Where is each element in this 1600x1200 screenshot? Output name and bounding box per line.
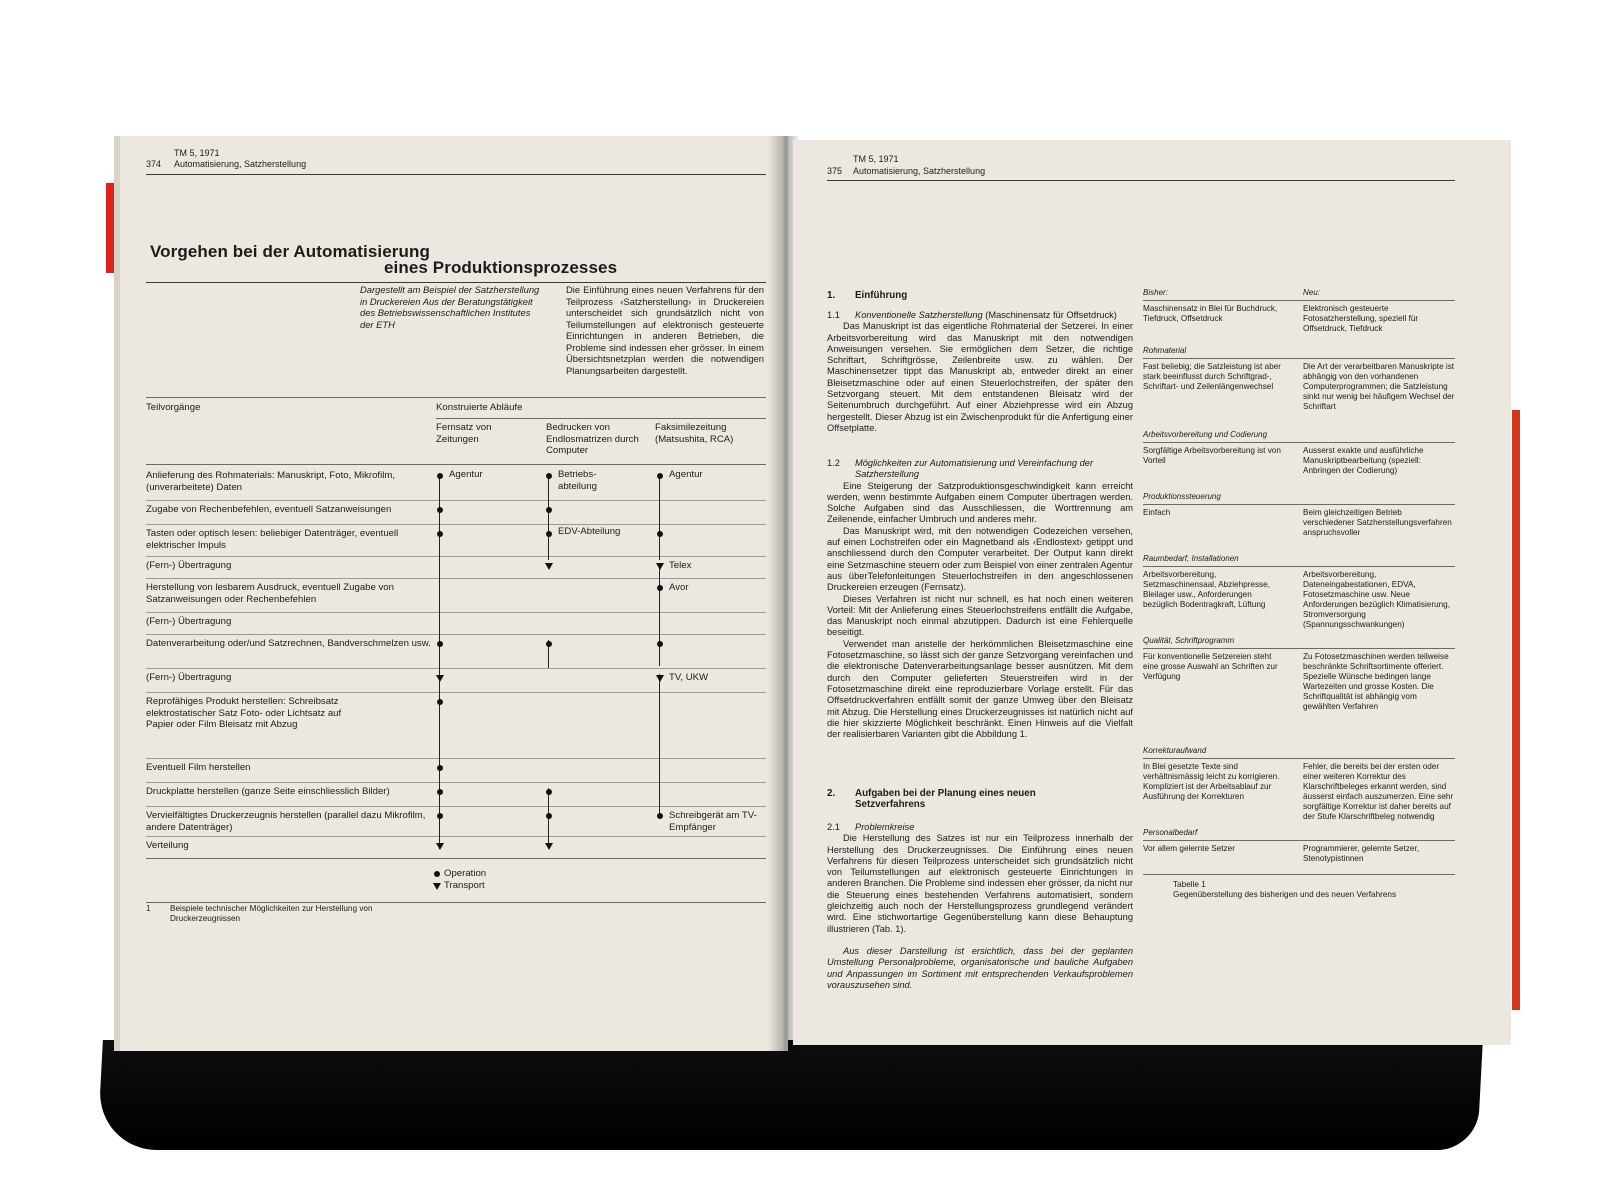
left-page-number: 374: [146, 159, 162, 169]
table-new-cell: Ausserst exakte und ausführliche Manuskriptbearbeitung (speziell: Anbringen der Codierung): [1303, 446, 1424, 475]
operation-dot: [437, 813, 443, 819]
legend-triangle: [433, 883, 441, 890]
operation-dot: [546, 531, 552, 537]
flow-line-c-3: [659, 674, 660, 814]
operation-dot: [546, 473, 552, 479]
label-avor-c: Avor: [669, 582, 689, 593]
left-journal: TM 5, 1971: [174, 148, 220, 158]
task-row-1: Anlieferung des Rohmaterials: Manuskript, Foto, Mikrofilm, (unverarbeitete) Daten: [146, 470, 395, 493]
transport-arrow: [545, 843, 553, 850]
operation-dot: [657, 473, 663, 479]
table-old-cell: Für konventionelle Setzereien steht eine grosse Auswahl an Schriften zur Verfügung: [1143, 652, 1278, 681]
s12-p4: Verwendet man anstelle der herkömmlichen Bleisetzmaschine eine Fotosetzmaschine, so lässt sich der ganze Setzvorgang vereinfachen und die elektronische Datenverarbeitungsanlage besser ausnützen. Mit dem durch den Computer gelieferten Steuerstreifen wird in der Fotosetzmaschine direkt eine reproduzierbare Vorlage erstellt. Für das Offsetdruckverfahren entfällt somit der ganze Umweg über den Bleisatz mit Abzug. Die Herstellung eines Druckerzeugnisses ist natürlich nicht auf die hier skizzierte Möglichkeit beschränkt. Einen Hinweis auf die Vielfalt der realisierbaren Varianten gibt die Abbildung 1.: [827, 638, 1133, 740]
row-rule: [146, 612, 766, 613]
s2-title: Aufgaben bei der Planung eines neuen Setzverfahrens: [855, 788, 1036, 810]
cover-edge-right: [1512, 410, 1520, 1010]
category-rule: [1143, 840, 1455, 841]
table-category: Qualität, Schriftprogramm: [1143, 636, 1235, 645]
row-rule: [146, 782, 766, 783]
left-running-head: Automatisierung, Satzherstellung: [174, 159, 307, 169]
s12-p3: Dieses Verfahren ist nicht nur schnell, es hat noch einen weiteren Vorteil: Mit der Anlieferung eines Steuerlochstreifens entfällt die Aufgabe, das Manuskript noch einmal abzutippen. Dadurch ist eine Fehlerquelle beseitigt.: [827, 593, 1133, 638]
legend-transport: Transport: [444, 880, 485, 891]
s2-number: 2.: [827, 788, 836, 799]
right-page: [793, 140, 1511, 1045]
s21-number: 2.1: [827, 822, 840, 832]
right-journal: TM 5, 1971: [853, 154, 899, 164]
s12-title: Möglichkeiten zur Automatisierung und Vereinfachung der Satzherstellung: [855, 458, 1094, 480]
table-new-cell: Fehler, die bereits bei der ersten oder einer weiteren Korrektur des Klarschriftbeleges erkannt werden, sind äusserst einfach auszumerzen. Eine sehr sorgfältige Korrektur ist daher bereits auf der Stufe Klarschriftbeleg notwendig: [1303, 762, 1454, 821]
s21-title: Problemkreise: [855, 822, 915, 832]
table-head-old: Bisher:: [1143, 288, 1168, 297]
col-b-header: Bedrucken von Endlosmatrizen durch Computer: [546, 422, 639, 456]
label-agentur-a: Agentur: [449, 469, 483, 480]
col-tasks-header: Teilvorgänge: [146, 402, 201, 413]
table-category: Rohmaterial: [1143, 346, 1187, 355]
figure-number: 1: [146, 904, 151, 913]
task-row-12: Vervielfältigtes Druckerzeugnis herstellen (parallel dazu Mikrofilm, andere Datenträger): [146, 810, 426, 833]
book-shadow: [97, 1040, 1483, 1150]
col-c-header: Faksimilezeitung (Matsushita, RCA): [655, 422, 734, 445]
diagram-head-rule: [146, 464, 766, 465]
task-row-7: Datenverarbeitung oder/und Satzrechnen, Bandverschmelzen usw.: [146, 638, 431, 649]
category-rule: [1143, 648, 1455, 649]
legend-operation: Operation: [444, 868, 487, 879]
table-category: Arbeitsvorbereitung und Codierung: [1143, 430, 1268, 439]
diagram-top-rule: [146, 397, 766, 398]
flows-rule: [436, 418, 766, 419]
table-new-cell: Elektronisch gesteuerte Fotosatzherstellung, speziell für Offsetdruck, Tiefdruck: [1303, 304, 1419, 333]
table-new-cell: Beim gleichzeitigen Betrieb verschiedener Satzherstellungsverfahren anspruchsvoller: [1303, 508, 1452, 537]
figure-caption: Beispiele technischer Möglichkeiten zur Herstellung von Druckerzeugnissen: [170, 904, 373, 923]
table-old-cell: In Blei gesetzte Texte sind verhältnismässig leicht zu korrigieren. Kompliziert ist der Arbeitsablauf zur Ausführung der Korrekturen: [1143, 762, 1280, 801]
table-old-cell: Einfach: [1143, 508, 1171, 517]
table-old-cell: Fast beliebig; die Satzleistung ist aber stark beeinflusst durch Schriftgrad-, Schriftart- und Zeilenlängenwechsel: [1143, 362, 1281, 391]
s21-p2: Aus dieser Darstellung ist ersichtlich, dass bei der geplanten Umstellung Personalprobleme, organisatorische und bauliche Aufgaben und Anpassungen im Sortiment mit entsprechenden Verkaufsproblemen vorauszusehen sind.: [827, 945, 1133, 990]
row-rule: [146, 692, 766, 693]
operation-dot: [546, 641, 552, 647]
table-old-cell: Arbeitsvorbereitung, Setzmaschinensaal, Abziehpresse, Bleilager usw., Anforderungen bezüglich Bodentragkraft, Lüftung: [1143, 570, 1270, 609]
s11-text: Das Manuskript ist das eigentliche Rohmaterial der Setzerei. In einer Arbeitsvorbereitung wird das Manuskript mit den notwendigen Anweisungen versehen. Sie ermöglichen dem Setzer, die richtige Schriftart, Schriftgrösse, Zeilenbreite usw. zu wählen. Der Maschinensetzer tippt das Manuskript ab, entweder direkt an einer Bleisetzmaschine oder auf einen Steuerlochstreifen, der später den Setzvorgang steuert. Mit dem entstandenen Bleisatz wird der Seitenumbruch durchgeführt. Auf einer Abziehpresse wird ein Abzug hergestellt. Dieser Abzug ist ein Zwischenprodukt für die Anfertigung einer Offsetplatte.: [827, 321, 1133, 433]
s12-p2: Das Manuskript wird, mit den notwendigen Codezeichen versehen, auf einen Lochstreifen oder ein Magnetband als ‹Endlostext› getippt und anschliessend durch den Computer verarbeitet. Der Output kann direkt eine Setzmaschine steuern oder zum Beispiel von einer zentralen Agentur aus überTelefonleitungen Steuerlochstreifen in den angeschlossenen Druckereien erzeugen (Fernsatz).: [827, 525, 1133, 593]
label-edv-b: EDV-Abteilung: [558, 526, 621, 537]
operation-dot: [437, 641, 443, 647]
flow-line-c-1: [659, 474, 660, 560]
diagram-bottom-rule: [146, 858, 766, 859]
operation-dot: [657, 641, 663, 647]
label-schreib-c: Schreibgerät am TV-Empfänger: [669, 810, 757, 833]
s12-number: 1.2: [827, 458, 840, 468]
task-row-9: Reprofähiges Produkt herstellen: Schreibsatz elektrostatischer Satz Foto- oder Lichtsatz auf Papier oder Film Bleisatz mit Abzug: [146, 696, 342, 730]
table-caption: Gegenüberstellung des bisherigen und des neuen Verfahrens: [1173, 890, 1397, 899]
row-rule: [146, 500, 766, 501]
table-new-cell: Programmierer, gelernte Setzer, Stenotypistinnen: [1303, 844, 1420, 863]
operation-dot: [657, 531, 663, 537]
right-header-rule: [827, 180, 1455, 181]
task-row-4: (Fern-) Übertragung: [146, 560, 232, 571]
label-telex-c: Telex: [669, 560, 692, 571]
section-1-2: [827, 458, 1133, 740]
label-agentur-c: Agentur: [669, 469, 703, 480]
left-page: [114, 136, 788, 1051]
operation-dot: [437, 765, 443, 771]
s11-number: 1.1: [827, 310, 840, 320]
task-row-2: Zugabe von Rechenbefehlen, eventuell Satzanweisungen: [146, 504, 392, 515]
transport-arrow: [656, 563, 664, 570]
category-rule: [1143, 442, 1455, 443]
row-rule: [146, 524, 766, 525]
task-row-11: Druckplatte herstellen (ganze Seite einschliesslich Bilder): [146, 786, 390, 797]
row-rule: [146, 806, 766, 807]
category-rule: [1143, 358, 1455, 359]
table-old-cell: Sorgfältige Arbeitsvorbereitung ist von Vorteil: [1143, 446, 1281, 465]
s11-title: Konventionelle Satzherstellung: [855, 310, 983, 320]
operation-dot: [437, 699, 443, 705]
table-caption-title: Tabelle 1: [1173, 880, 1206, 889]
article-subtitle: Dargestellt am Beispiel der Satzherstellung in Druckereien Aus der Beratungstätigkeit des Betriebswissenschaftlichen Institutes der ETH: [360, 284, 540, 330]
category-rule: [1143, 566, 1455, 567]
right-running-head: Automatisierung, Satzherstellung: [853, 166, 986, 176]
header-rule: [146, 174, 766, 175]
flow-line-b-1: [548, 474, 549, 560]
task-row-6: (Fern-) Übertragung: [146, 616, 232, 627]
row-rule: [146, 836, 766, 837]
row-rule: [146, 668, 766, 669]
row-rule: [146, 578, 766, 579]
table-new-cell: Arbeitsvorbereitung, Dateneingabestationen, EDVA, Fotosetzmaschine usw. Neue Anforderungen bezüglich Klimatisierung, Stromversorgung (Spannungsschwankungen): [1303, 570, 1451, 629]
operation-dot: [437, 507, 443, 513]
table-new-cell: Zu Fotosetzmaschinen werden teilweise beschränkte Schriftsortimente offeriert. Spezielle Wünsche bedingen lange Wartezeiten und grosse Kosten. Die Schriftqualität ist abhängig vom gewählten Verfahren: [1303, 652, 1449, 711]
task-row-8: (Fern-) Übertragung: [146, 672, 232, 683]
legend-dot: [434, 871, 440, 877]
transport-arrow: [545, 563, 553, 570]
table-head-new: Neu:: [1303, 288, 1320, 297]
s21-p1: Die Herstellung des Satzes ist nur ein Teilprozess innerhalb der Herstellung des Druckerzeugnisses. Die Einführung eines neuen Verfahrens für diesen Teilprozess unterscheidet sich grundsätzlich nicht von Teilumstellungen auf elektronisch gesteuerte Einrichtungen in anderen Branchen. Die Probleme sind indessen eher grösser, da nicht nur die Steuerung eines bestehenden Verfahrens automatisiert, sondern gleichzeitig auch noch der Herstellungsprozess grundlegend verändert wird. Eine stichwortartige Gegenüberstellung kann diese Behauptung illustrieren (Tab. 1).: [827, 833, 1133, 934]
right-page-number: 375: [827, 166, 843, 176]
table-category: Korrekturaufwand: [1143, 746, 1207, 755]
operation-dot: [437, 473, 443, 479]
operation-dot: [546, 789, 552, 795]
table-old-cell: Vor allem gelernte Setzer: [1143, 844, 1235, 853]
task-row-10: Eventuell Film herstellen: [146, 762, 251, 773]
article-title-line1: Vorgehen bei der Automatisierung: [150, 242, 430, 261]
section-1-1: [827, 310, 1133, 434]
label-tv-c: TV, UKW: [669, 672, 709, 683]
table-bottom-rule: [1143, 874, 1455, 875]
table-category: Produktionssteuerung: [1143, 492, 1221, 501]
s12-p1: Eine Steigerung der Satzproduktionsgeschwindigkeit kann erreicht werden, wenn bestimmte Aufgaben einem Computer übertragen werden. Solche Aufgaben sind das Ausschliessen, die Worttrennung am Zeilenende, einfacher Umbruch und anderes mehr.: [827, 480, 1133, 525]
operation-dot: [546, 813, 552, 819]
transport-arrow: [436, 843, 444, 850]
article-title-line2: eines Produktionsprozesses: [384, 258, 618, 277]
row-rule: [146, 634, 766, 635]
section-2-1: [827, 822, 1133, 991]
flow-line-c-2: [659, 566, 660, 666]
article-intro: Die Einführung eines neuen Verfahrens für den Teilprozess ‹Satzherstellung› in Druckereien unterscheidet sich grundsätzlich nicht von Teilumstellungen auf elektronisch gesteuerte Einrichtungen in anderen Betrieben, die Probleme sind indessen eher grösser. In einem Übersichtsnetzplan werden die notwendigen Planungsarbeiten dargestellt.: [566, 284, 764, 376]
operation-dot: [546, 507, 552, 513]
task-row-5: Herstellung von lesbarem Ausdruck, eventuell Zugabe von Satzanweisungen oder Rechenbefehlen: [146, 582, 394, 605]
transport-arrow: [436, 675, 444, 682]
category-rule: [1143, 758, 1455, 759]
caption-rule: [146, 902, 766, 903]
row-rule: [146, 556, 766, 557]
task-row-3: Tasten oder optisch lesen: beliebiger Datenträger, eventuell elektrischer Impuls: [146, 528, 399, 551]
col-flows-header: Konstruierte Abläufe: [436, 402, 523, 413]
table-category: Raumbedarf, Installationen: [1143, 554, 1239, 563]
category-rule: [1143, 504, 1455, 505]
table-head-rule: [1143, 300, 1455, 301]
s1-title: Einführung: [855, 290, 908, 301]
label-betrieb-b: Betriebs-abteilung: [558, 469, 597, 492]
col-a-header: Fernsatz von Zeitungen: [436, 422, 492, 445]
operation-dot: [657, 813, 663, 819]
s11-title-rest: (Maschinensatz für Offsetdruck): [985, 310, 1117, 320]
s1-number: 1.: [827, 290, 836, 301]
table-old-cell: Maschinensatz in Blei für Buchdruck, Tiefdruck, Offsetdruck: [1143, 304, 1278, 323]
operation-dot: [437, 531, 443, 537]
operation-dot: [657, 585, 663, 591]
task-row-13: Verteilung: [146, 840, 189, 851]
row-rule: [146, 758, 766, 759]
title-rule: [146, 282, 766, 283]
transport-arrow: [656, 675, 664, 682]
operation-dot: [437, 789, 443, 795]
table-category: Personalbedarf: [1143, 828, 1198, 837]
table-new-cell: Die Art der verarbeitbaren Manuskripte ist abhängig von den vorhandenen Computerprogrammen; die Satzleistung sinkt nur wenig bei häufigem Wechsel der Schriftart: [1303, 362, 1455, 411]
